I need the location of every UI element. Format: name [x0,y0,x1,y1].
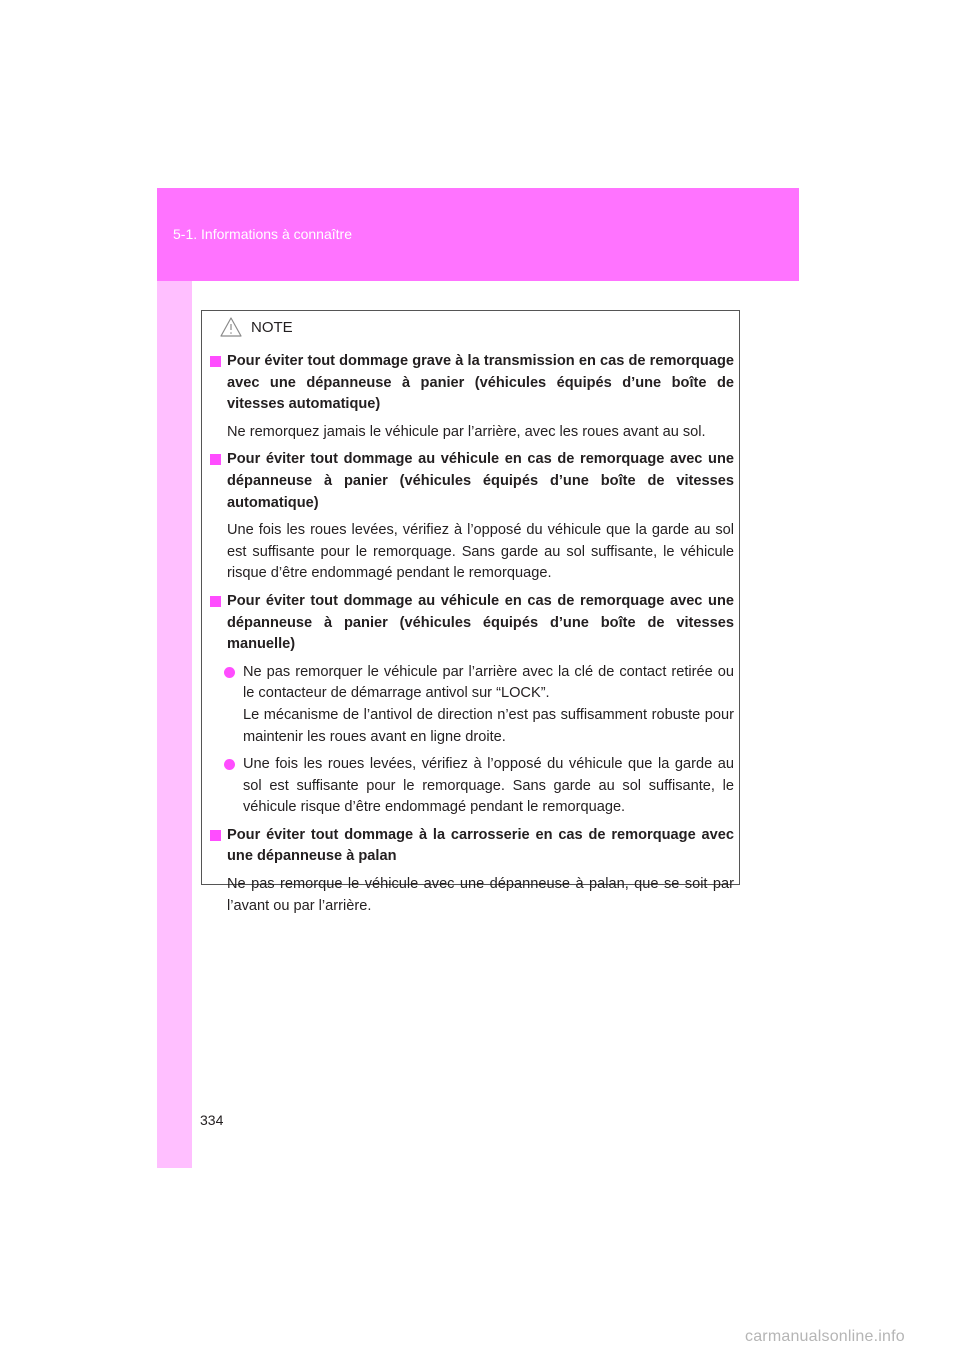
bullet-item [210,662,734,748]
side-band [157,281,192,1168]
note-section [210,351,734,443]
section-heading [210,825,734,868]
page-number: 334 [200,1112,224,1128]
section-title: 5-1. Informations à connaître [173,226,352,242]
section-paragraph: Une fois les roues levées, vérifiez à l’opposé du véhicule que la garde au sol est suffisante pour le remorquage. Sans garde au sol suffisante, le véhicule risque d’être endommagé pendant le remorquage. [227,522,734,582]
warning-icon [219,316,243,338]
watermark-link[interactable]: carmanualsonline.info [745,1328,905,1345]
bullet-detail: Le mécanisme de l’antivol de direction n’est pas suffisamment robuste pour maintenir les roues avant en ligne droite. [243,706,734,745]
square-bullet-icon [210,830,221,841]
note-section [210,825,734,917]
section-heading-text: Pour éviter tout dommage au véhicule en cas de remorquage avec une dépanneuse à panier (véhicules équipés d’une boîte de vitesses manuelle) [227,592,734,653]
section-paragraph: Ne remorquez jamais le véhicule par l’arrière, avec les roues avant au sol. [227,423,706,440]
bullet-text: Une fois les roues levées, vérifiez à l’opposé du véhicule que la garde au sol est suffisante pour le remorquage. Sans garde au sol suffisante, le véhicule risque d’être endommagé pendant le remorquage. [243,756,734,816]
section-heading [210,351,734,416]
square-bullet-icon [210,454,221,465]
note-header [219,316,293,338]
square-bullet-icon [210,596,221,607]
bullet-item [210,754,734,819]
note-label: NOTE [251,318,293,336]
section-heading-text: Pour éviter tout dommage au véhicule en cas de remorquage avec une dépanneuse à panier (véhicules équipés d’une boîte de vitesses automatique) [227,451,734,511]
section-heading-text: Pour éviter tout dommage à la carrosserie en cas de remorquage avec une dépanneuse à palan [227,826,734,865]
section-heading-text: Pour éviter tout dommage grave à la transmission en cas de remorquage avec une dépanneuse à panier (véhicules équipés d’une boîte de vitesses automatique) [227,353,734,413]
circle-bullet-icon [224,667,235,678]
bullet-text: Ne pas remorquer le véhicule par l’arrière avec la clé de contact retirée ou le contacteur de démarrage antivol sur “LOCK”. [243,663,734,702]
circle-bullet-icon [224,759,235,770]
note-body [210,351,734,923]
section-heading [210,591,734,656]
square-bullet-icon [210,356,221,367]
section-paragraph: Ne pas remorque le véhicule avec une dépanneuse à palan, que se soit par l’avant ou par l’arrière. [227,876,734,914]
section-heading [210,449,734,514]
note-section [210,449,734,585]
note-section [210,591,734,819]
